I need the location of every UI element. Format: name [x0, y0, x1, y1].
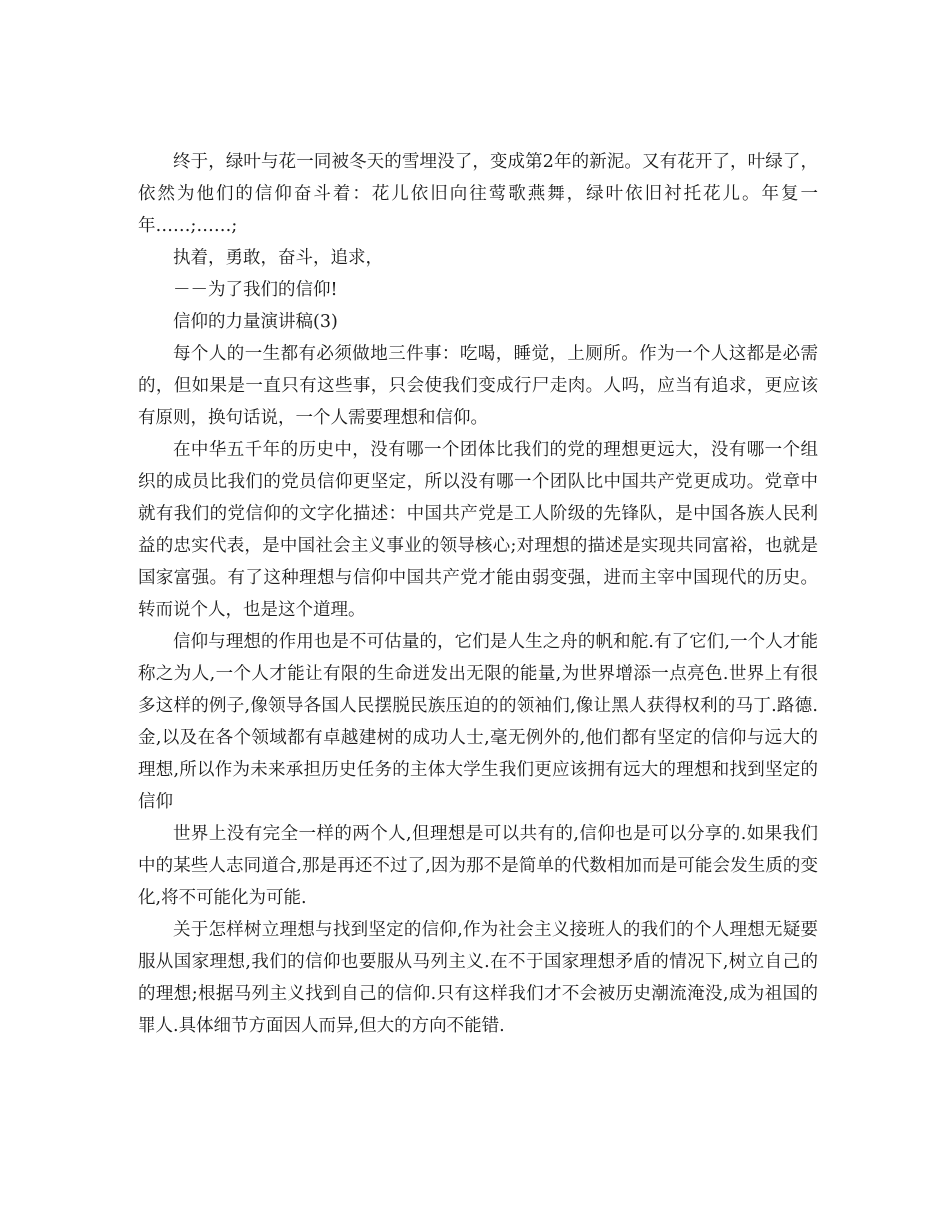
section-title: 信仰的力量演讲稿(3) — [173, 312, 338, 332]
paragraph-role-of-faith: 信仰与理想的作用也是不可估量的，它们是人生之舟的帆和舵.有了它们,一个人才能称之为人,一个人才能让有限的生命迸发出无限的能量,为世界增添一点亮色.世界上有很多这样的例子,像领导各国人民摆脱民族压迫的的领袖们,像让黑人获得权利的马丁.路德.金,以及在各个领域都有卓越建树的成功人士,毫无例外的,他们都有坚定的信仰与远大的理想,所以作为未来承担历史任务的主体大学生我们更应该拥有远大的理想和找到坚定的信仰 — [138, 632, 818, 812]
paragraph-winter-leaves: 终于，绿叶与花一同被冬天的雪埋没了，变成第2年的新泥。又有花开了，叶绿了，依然为他们的信仰奋斗着：花儿依旧向往莺歌燕舞，绿叶依旧衬托花儿。年复一年……;……; — [138, 152, 818, 236]
paragraph-how-to-establish: 关于怎样树立理想与找到坚定的信仰,作为社会主义接班人的我们的个人理想无疑要服从国家理想,我们的信仰也要服从马列主义.在不于国家理想矛盾的情况下,树立自己的的理想;根据马列主义找到自己的信仰.只有这样我们才不会被历史潮流淹没,成为祖国的罪人.具体细节方面因人而异,但大的方向不能错. — [138, 920, 818, 1036]
line-persistence: 执着，勇敢，奋斗，追求， — [173, 248, 383, 268]
paragraph-party-history: 在中华五千年的历史中，没有哪一个团体比我们的党的理想更远大，没有哪一个组织的成员比我们的党员信仰更坚定，所以没有哪一个团队比中国共产党更成功。党章中就有我们的党信仰的文字化描述：中国共产党是工人阶级的先锋队，是中国各族人民利益的忠实代表，是中国社会主义事业的领导核心;对理想的描述是实现共同富裕，也就是国家富强。有了这种理想与信仰中国共产党才能由弱变强，进而主宰中国现代的历史。转而说个人，也是这个道理。 — [138, 440, 818, 620]
paragraph-three-things: 每个人的一生都有必须做地三件事：吃喝，睡觉，上厕所。作为一个人这都是必需的，但如果是一直只有这些事，只会使我们变成行尸走肉。人吗，应当有追求，更应该有原则，换句话说，一个人需要理想和信仰。 — [138, 344, 818, 428]
line-for-our-faith: －－为了我们的信仰! — [173, 280, 338, 300]
paragraph-shared-ideals: 世界上没有完全一样的两个人,但理想是可以共有的,信仰也是可以分享的.如果我们中的某些人志同道合,那是再还不过了,因为那不是简单的代数相加而是可能会发生质的变化,将不可能化为可能. — [138, 824, 818, 908]
document-body — [138, 146, 818, 1042]
